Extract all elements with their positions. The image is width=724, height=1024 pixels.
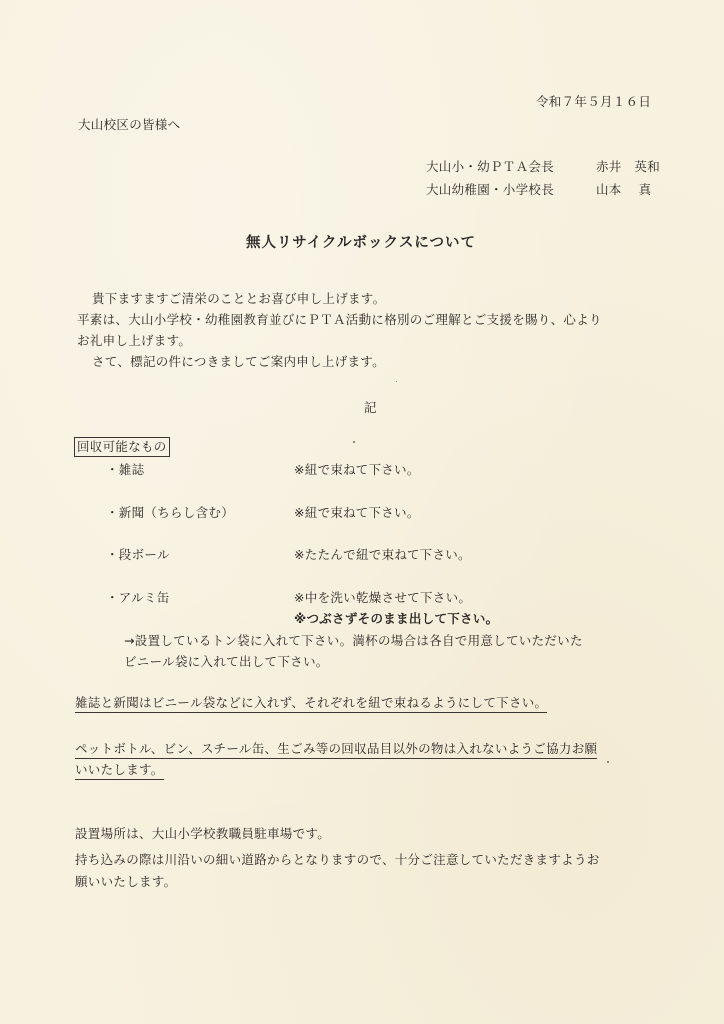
- location-line-2: 持ち込みの際は川沿いの細い道路からとなりますので、十分ご注意していただきますようお: [75, 852, 600, 867]
- can-instruction-line-2: ビニール袋に入れて出して下さい。: [124, 654, 329, 669]
- notice-bundle: 雑誌と新聞はビニール袋などに入れず、それぞれを紐で束ねるようにして下さい。: [75, 693, 547, 713]
- item-note: ※紐で束ねて下さい。: [294, 505, 420, 520]
- intro-line-2: 平素は、大山小学校・幼稚園教育並びにＰＴＡ活動に格別のご理解とご支援を賜り、心より: [77, 312, 602, 327]
- date: 令和７年５月１６日: [536, 94, 652, 109]
- sender2-title: 大山幼稚園・小学校長: [426, 182, 555, 197]
- notice-exclusions-line-2: いいたします。: [75, 760, 164, 780]
- location-line-1: 設置場所は、大山小学校教職員駐車場です。: [75, 826, 331, 841]
- document-title: 無人リサイクルボックスについて: [246, 235, 477, 251]
- items-heading: 回収可能なもの: [74, 437, 170, 457]
- can-instruction-line-1: →設置しているトン袋に入れて下さい。満杯の場合は各自で用意していただいた: [124, 633, 583, 648]
- item-name: ・段ボール: [106, 547, 170, 562]
- item-name: ・アルミ缶: [106, 590, 170, 605]
- scan-speck: [353, 441, 355, 443]
- sender1-name: 赤井 英和: [596, 159, 661, 174]
- notice-exclusions-line-1: ペットボトル、ビン、スチール缶、生ごみ等の回収品目以外の物は入れないようご協力お願: [75, 739, 597, 759]
- item-name: ・新聞（ちらし含む）: [106, 505, 235, 520]
- item-note: ※紐で束ねて下さい。: [294, 462, 420, 477]
- scan-speck: [396, 381, 397, 382]
- item-name: ・雑誌: [106, 462, 145, 477]
- ki-mark: 記: [364, 400, 377, 415]
- intro-line-1: 貴下ますますご清栄のこととお喜び申し上げます。: [92, 291, 386, 306]
- item-note-emphasis: ※つぶさずそのまま出して下さい。: [294, 611, 499, 626]
- item-note: ※中を洗い乾燥させて下さい。: [294, 590, 472, 605]
- sender1-title: 大山小・幼ＰＴＡ会長: [426, 159, 555, 174]
- location-line-3: 願いいたします。: [75, 874, 177, 889]
- intro-line-4: さて、標記の件につきましてご案内申し上げます。: [92, 354, 385, 369]
- item-note: ※たたんで紐で束ねて下さい。: [294, 547, 471, 562]
- intro-line-3: お礼申し上げます。: [77, 333, 192, 348]
- addressee: 大山校区の皆様へ: [78, 117, 181, 132]
- scan-speck: [607, 761, 609, 763]
- sender2-name: 山本 真: [596, 182, 652, 197]
